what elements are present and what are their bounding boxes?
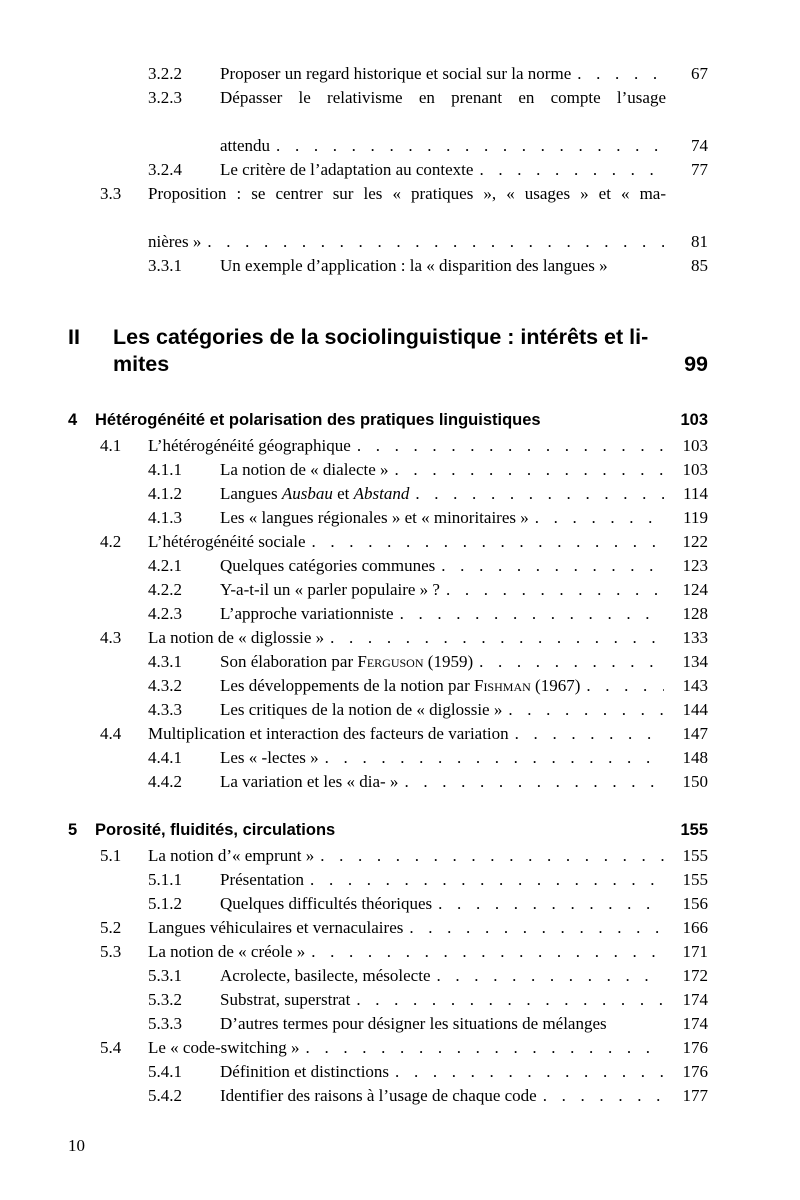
chapter-page-number: 155 bbox=[680, 821, 708, 839]
entry-line bbox=[220, 578, 666, 602]
dot-leader bbox=[311, 940, 664, 964]
entry-line bbox=[220, 482, 666, 506]
entry-page-number: 177 bbox=[682, 1086, 708, 1105]
toc-entry[interactable] bbox=[68, 182, 708, 254]
entry-page-number: 144 bbox=[682, 700, 708, 719]
toc-entry[interactable] bbox=[68, 674, 708, 698]
entry-line bbox=[148, 916, 666, 940]
entry-title: Multiplication et interaction des facteurs de variation bbox=[148, 724, 509, 743]
part-title-line2: mites bbox=[113, 352, 170, 376]
entry-text-column bbox=[148, 844, 666, 868]
chapter-number: 4 bbox=[68, 411, 78, 429]
entry-page-number: 147 bbox=[682, 724, 708, 743]
entry-line bbox=[220, 458, 666, 482]
toc-entry[interactable] bbox=[68, 578, 708, 602]
toc-entry[interactable] bbox=[68, 158, 708, 182]
entry-body bbox=[220, 1012, 666, 1036]
entry-title: Présentation bbox=[220, 870, 305, 889]
entry-text-column bbox=[148, 530, 666, 554]
entry-page-number: 172 bbox=[682, 966, 708, 985]
entry-number: 5.1.1 bbox=[148, 870, 182, 889]
title-text: Son élaboration par bbox=[220, 652, 358, 671]
entry-number: 5.1 bbox=[100, 846, 122, 865]
entry-number: 5.4 bbox=[100, 1038, 122, 1057]
toc-entry[interactable] bbox=[68, 698, 708, 722]
entry-number: 5.3.3 bbox=[148, 1014, 182, 1033]
dot-leader bbox=[535, 506, 664, 530]
entry-page-number: 67 bbox=[691, 64, 708, 83]
toc-entry[interactable] bbox=[68, 602, 708, 626]
entry-title: La notion de « diglossie » bbox=[148, 628, 325, 647]
part-title-line1: Les catégories de la sociolinguistique : intérêts et li- bbox=[113, 325, 649, 349]
toc-entry[interactable] bbox=[68, 940, 708, 964]
toc-entry[interactable] bbox=[68, 482, 708, 506]
entry-title-line1: Dépasser le relativisme en prenant en compte l’usage bbox=[220, 88, 666, 107]
entry-number: 4.1 bbox=[100, 436, 122, 455]
dot-leader bbox=[306, 1036, 664, 1060]
entry-line bbox=[220, 506, 666, 530]
entry-page-number: 81 bbox=[691, 232, 708, 251]
entry-body bbox=[220, 746, 666, 770]
entry-text-column bbox=[220, 988, 666, 1012]
entry-number: 4.2 bbox=[100, 532, 122, 551]
entry-text-column bbox=[220, 868, 666, 892]
entry-body bbox=[148, 1036, 666, 1060]
dot-leader bbox=[479, 650, 664, 674]
dot-leader bbox=[543, 1084, 664, 1108]
dot-leader bbox=[446, 578, 664, 602]
entry-title-continuation: nières » bbox=[148, 232, 202, 251]
entry-title: Les « -lectes » bbox=[220, 748, 319, 767]
part-heading[interactable] bbox=[68, 324, 708, 378]
entry-number: 5.3 bbox=[100, 942, 122, 961]
title-smallcaps-name: Ferguson bbox=[357, 652, 424, 671]
chapter-heading[interactable] bbox=[68, 408, 708, 432]
entry-number: 5.1.2 bbox=[148, 894, 182, 913]
entry-text-column bbox=[220, 964, 666, 988]
dot-leader bbox=[409, 916, 664, 940]
entry-title: Le critère de l’adaptation au contexte bbox=[220, 160, 474, 179]
entry-body bbox=[220, 482, 666, 506]
entry-page-number: 174 bbox=[682, 1014, 708, 1033]
entry-title: Substrat, superstrat bbox=[220, 990, 351, 1009]
entry-number: 4.4.1 bbox=[148, 748, 182, 767]
toc-entry[interactable] bbox=[68, 964, 708, 988]
entry-page-number: 166 bbox=[682, 918, 708, 937]
part-page-number: 99 bbox=[684, 352, 708, 376]
entry-number: 4.2.3 bbox=[148, 604, 182, 623]
entry-text-column bbox=[148, 722, 666, 746]
toc-entry[interactable] bbox=[68, 650, 708, 674]
entry-line bbox=[220, 892, 666, 916]
entry-page-number: 148 bbox=[682, 748, 708, 767]
entry-body bbox=[220, 254, 666, 278]
entry-text-column bbox=[220, 674, 666, 698]
title-text: (1959) bbox=[423, 652, 474, 671]
entry-text-column bbox=[220, 62, 666, 86]
entry-page-number: 128 bbox=[682, 604, 708, 623]
entry-title: La notion d’« emprunt » bbox=[148, 846, 315, 865]
entry-text-column bbox=[220, 506, 666, 530]
entry-line bbox=[220, 746, 666, 770]
dot-leader bbox=[479, 158, 664, 182]
entry-number: 4.1.2 bbox=[148, 484, 182, 503]
entry-page-number: 124 bbox=[682, 580, 708, 599]
dot-leader bbox=[357, 434, 664, 458]
entry-title: Proposer un regard historique et social sur la norme bbox=[220, 64, 572, 83]
entry-title-line1: Proposition : se centrer sur les « pratiques », « usages » et « ma- bbox=[148, 184, 666, 203]
entry-text-column bbox=[220, 482, 666, 506]
entry-number: 5.2 bbox=[100, 918, 122, 937]
entry-number: 4.2.2 bbox=[148, 580, 182, 599]
dot-leader bbox=[441, 554, 664, 578]
entry-text-column bbox=[220, 254, 666, 278]
entry-text-column bbox=[220, 158, 666, 182]
entry-title: La variation et les « dia- » bbox=[220, 772, 399, 791]
entry-body bbox=[220, 988, 666, 1012]
entry-number: 4.3 bbox=[100, 628, 122, 647]
toc-entry[interactable] bbox=[68, 62, 708, 86]
entry-number: 4.1.1 bbox=[148, 460, 182, 479]
dot-leader bbox=[325, 746, 664, 770]
entry-number: 3.2.4 bbox=[148, 160, 182, 179]
entry-title: D’autres termes pour désigner les situations de mélanges bbox=[220, 1014, 607, 1033]
entry-page-number: 114 bbox=[683, 484, 708, 503]
entry-number: 4.2.1 bbox=[148, 556, 182, 575]
title-smallcaps-name: Fishman bbox=[473, 676, 531, 695]
page-folio: 10 bbox=[68, 1136, 85, 1155]
entry-text-column bbox=[220, 578, 666, 602]
entry-number: 4.1.3 bbox=[148, 508, 182, 527]
entry-title: L’hétérogénéité sociale bbox=[148, 532, 306, 551]
entry-body bbox=[220, 62, 666, 86]
toc-entry[interactable] bbox=[68, 554, 708, 578]
entry-line bbox=[220, 254, 666, 278]
toc-entry[interactable] bbox=[68, 1060, 708, 1084]
entry-number: 5.4.2 bbox=[148, 1086, 182, 1105]
entry-title bbox=[220, 650, 473, 674]
entry-line bbox=[220, 1084, 666, 1108]
entry-text-column bbox=[148, 1036, 666, 1060]
entry-page-number: 143 bbox=[682, 676, 708, 695]
entry-body bbox=[220, 158, 666, 182]
entry-line bbox=[148, 434, 666, 458]
toc-entry[interactable] bbox=[68, 746, 708, 770]
entry-text-column bbox=[220, 1084, 666, 1108]
entry-line bbox=[220, 1060, 666, 1084]
entry-page-number: 74 bbox=[691, 136, 708, 155]
entry-body bbox=[220, 1084, 666, 1108]
entry-line bbox=[220, 868, 666, 892]
entry-number: 5.3.2 bbox=[148, 990, 182, 1009]
entry-page-number: 156 bbox=[682, 894, 708, 913]
part-number: II bbox=[68, 325, 80, 349]
entry-number: 3.3.1 bbox=[148, 256, 182, 275]
entry-text-column bbox=[220, 1012, 666, 1036]
entry-body bbox=[148, 530, 666, 554]
entry-title: L’approche variationniste bbox=[220, 604, 394, 623]
toc-entry[interactable] bbox=[68, 86, 708, 158]
entry-text-column bbox=[148, 626, 666, 650]
entry-body bbox=[220, 578, 666, 602]
entry-body bbox=[220, 770, 666, 794]
entry-body bbox=[220, 602, 666, 626]
entry-page-number: 103 bbox=[682, 460, 708, 479]
entry-title: Quelques difficultés théoriques bbox=[220, 894, 433, 913]
title-text: Langues bbox=[220, 484, 282, 503]
entry-text-column bbox=[220, 892, 666, 916]
entry-line bbox=[220, 554, 666, 578]
entry-page-number: 155 bbox=[682, 870, 708, 889]
entry-line bbox=[220, 62, 666, 86]
entry-body bbox=[220, 554, 666, 578]
toc-entry[interactable] bbox=[68, 722, 708, 746]
part-heading-wrapper bbox=[68, 324, 708, 378]
toc-entry[interactable] bbox=[68, 916, 708, 940]
dot-leader bbox=[438, 892, 664, 916]
entry-number: 4.3.1 bbox=[148, 652, 182, 671]
entry-title: Le « code-switching » bbox=[148, 1038, 300, 1057]
entry-text-column bbox=[148, 940, 666, 964]
entry-title: Langues véhiculaires et vernaculaires bbox=[148, 918, 404, 937]
entry-title bbox=[220, 674, 580, 698]
entry-page-number: 133 bbox=[682, 628, 708, 647]
entry-number: 5.4.1 bbox=[148, 1062, 182, 1081]
entry-page-number: 174 bbox=[682, 990, 708, 1009]
entry-line bbox=[220, 650, 666, 674]
entry-text-column bbox=[220, 458, 666, 482]
chapter-number: 5 bbox=[68, 821, 78, 839]
chapter-page-number: 103 bbox=[680, 411, 708, 429]
entry-line bbox=[220, 1012, 666, 1036]
entry-title: La notion de « créole » bbox=[148, 942, 306, 961]
entry-line bbox=[220, 698, 666, 722]
toc-entry[interactable] bbox=[68, 892, 708, 916]
part-title bbox=[113, 324, 670, 378]
entry-body bbox=[220, 892, 666, 916]
toc-container bbox=[68, 62, 708, 1108]
entry-body bbox=[148, 722, 666, 746]
dot-leader bbox=[395, 1060, 664, 1084]
dot-leader bbox=[586, 674, 664, 698]
chapter-heading[interactable] bbox=[68, 818, 708, 842]
entry-title: La notion de « dialecte » bbox=[220, 460, 389, 479]
entry-body bbox=[220, 650, 666, 674]
toc-entry[interactable] bbox=[68, 506, 708, 530]
entry-body bbox=[148, 182, 666, 254]
entry-page-number: 77 bbox=[691, 160, 708, 179]
entry-page-number: 176 bbox=[682, 1038, 708, 1057]
dot-leader bbox=[312, 530, 665, 554]
entry-title: Les critiques de la notion de « diglossie » bbox=[220, 700, 503, 719]
title-text: Les développements de la notion par bbox=[220, 676, 474, 695]
title-text: et bbox=[332, 484, 354, 503]
entry-line bbox=[220, 674, 666, 698]
entry-line bbox=[148, 940, 666, 964]
entry-text-column bbox=[220, 1060, 666, 1084]
entry-page-number: 123 bbox=[682, 556, 708, 575]
entry-text-column bbox=[220, 770, 666, 794]
dot-leader bbox=[437, 964, 665, 988]
entry-number: 3.3 bbox=[100, 184, 122, 203]
toc-entry[interactable] bbox=[68, 1012, 708, 1036]
dot-leader bbox=[577, 62, 664, 86]
entry-body bbox=[148, 626, 666, 650]
entry-body bbox=[148, 434, 666, 458]
entry-title: Définition et distinctions bbox=[220, 1062, 390, 1081]
entry-line bbox=[220, 602, 666, 626]
entry-number: 5.3.1 bbox=[148, 966, 182, 985]
toc-entry[interactable] bbox=[68, 434, 708, 458]
entry-title: Un exemple d’application : la « disparition des langues » bbox=[220, 256, 608, 275]
entry-title: Y-a-t-il un « parler populaire » ? bbox=[220, 580, 440, 599]
toc-entry[interactable] bbox=[68, 844, 708, 868]
entry-text-column bbox=[220, 554, 666, 578]
entry-text-column bbox=[220, 86, 666, 158]
dot-leader bbox=[404, 770, 664, 794]
entry-body bbox=[148, 844, 666, 868]
entry-body bbox=[220, 698, 666, 722]
entry-body bbox=[220, 86, 666, 158]
chapter-title: Hétérogénéité et polarisation des pratiques linguistiques bbox=[95, 411, 541, 429]
toc-chapters bbox=[68, 408, 708, 1108]
entry-page-number: 150 bbox=[682, 772, 708, 791]
chapter-title: Porosité, fluidités, circulations bbox=[95, 821, 336, 839]
dot-leader bbox=[515, 722, 664, 746]
entry-page-number: 119 bbox=[683, 508, 708, 527]
entry-title-line2 bbox=[148, 230, 666, 254]
dot-leader bbox=[415, 482, 664, 506]
dot-leader bbox=[400, 602, 664, 626]
toc-entry[interactable] bbox=[68, 530, 708, 554]
toc-entry[interactable] bbox=[68, 254, 708, 278]
entry-line bbox=[220, 988, 666, 1012]
dot-leader bbox=[508, 698, 664, 722]
entry-line bbox=[220, 964, 666, 988]
title-text: (1967) bbox=[530, 676, 581, 695]
title-italic-term: Ausbau bbox=[281, 484, 333, 503]
toc-entry[interactable] bbox=[68, 988, 708, 1012]
entry-page-number: 85 bbox=[691, 256, 708, 275]
dot-leader bbox=[207, 230, 664, 254]
entry-page-number: 155 bbox=[682, 846, 708, 865]
entry-title: L’hétérogénéité géographique bbox=[148, 436, 351, 455]
entry-line bbox=[148, 1036, 666, 1060]
entry-page-number: 171 bbox=[682, 942, 708, 961]
dot-leader bbox=[276, 134, 664, 158]
entry-body bbox=[220, 458, 666, 482]
entry-body bbox=[220, 506, 666, 530]
toc-entry[interactable] bbox=[68, 770, 708, 794]
entry-body bbox=[220, 674, 666, 698]
dot-leader bbox=[395, 458, 664, 482]
entry-line bbox=[148, 626, 666, 650]
toc-entry[interactable] bbox=[68, 458, 708, 482]
toc-entry[interactable] bbox=[68, 1084, 708, 1108]
dot-leader bbox=[356, 988, 664, 1012]
toc-section-continued bbox=[68, 62, 708, 278]
dot-leader bbox=[330, 626, 664, 650]
entry-line bbox=[148, 844, 666, 868]
entry-title: Acrolecte, basilecte, mésolecte bbox=[220, 966, 431, 985]
entry-text-column bbox=[148, 182, 666, 254]
entry-title bbox=[220, 482, 409, 506]
entry-number: 4.4.2 bbox=[148, 772, 182, 791]
entry-text-column bbox=[220, 602, 666, 626]
entry-number: 3.2.2 bbox=[148, 64, 182, 83]
entry-text-column bbox=[220, 650, 666, 674]
entry-body bbox=[220, 964, 666, 988]
dot-leader bbox=[320, 844, 664, 868]
entry-text-column bbox=[148, 434, 666, 458]
entry-page-number: 103 bbox=[682, 436, 708, 455]
entry-page-number: 122 bbox=[682, 532, 708, 551]
entry-line bbox=[220, 158, 666, 182]
toc-entry[interactable] bbox=[68, 626, 708, 650]
toc-entry[interactable] bbox=[68, 868, 708, 892]
entry-title-continuation: attendu bbox=[220, 136, 271, 155]
entry-title: Quelques catégories communes bbox=[220, 556, 436, 575]
entry-title: Identifier des raisons à l’usage de chaque code bbox=[220, 1086, 537, 1105]
entry-text-column bbox=[220, 698, 666, 722]
entry-title-line2 bbox=[220, 134, 666, 158]
entry-number: 4.4 bbox=[100, 724, 122, 743]
dot-leader bbox=[310, 868, 664, 892]
entry-number: 3.2.3 bbox=[148, 88, 182, 107]
entry-body bbox=[220, 1060, 666, 1084]
entry-title: Les « langues régionales » et « minoritaires » bbox=[220, 508, 529, 527]
entry-number: 4.3.2 bbox=[148, 676, 182, 695]
entry-text-column bbox=[148, 916, 666, 940]
toc-entry[interactable] bbox=[68, 1036, 708, 1060]
title-italic-term: Abstand bbox=[353, 484, 410, 503]
entry-line bbox=[148, 722, 666, 746]
entry-page-number: 176 bbox=[682, 1062, 708, 1081]
entry-body bbox=[148, 916, 666, 940]
entry-line bbox=[148, 530, 666, 554]
entry-page-number: 134 bbox=[682, 652, 708, 671]
entry-text-column bbox=[220, 746, 666, 770]
entry-number: 4.3.3 bbox=[148, 700, 182, 719]
entry-line bbox=[220, 770, 666, 794]
entry-body bbox=[220, 868, 666, 892]
entry-body bbox=[148, 940, 666, 964]
